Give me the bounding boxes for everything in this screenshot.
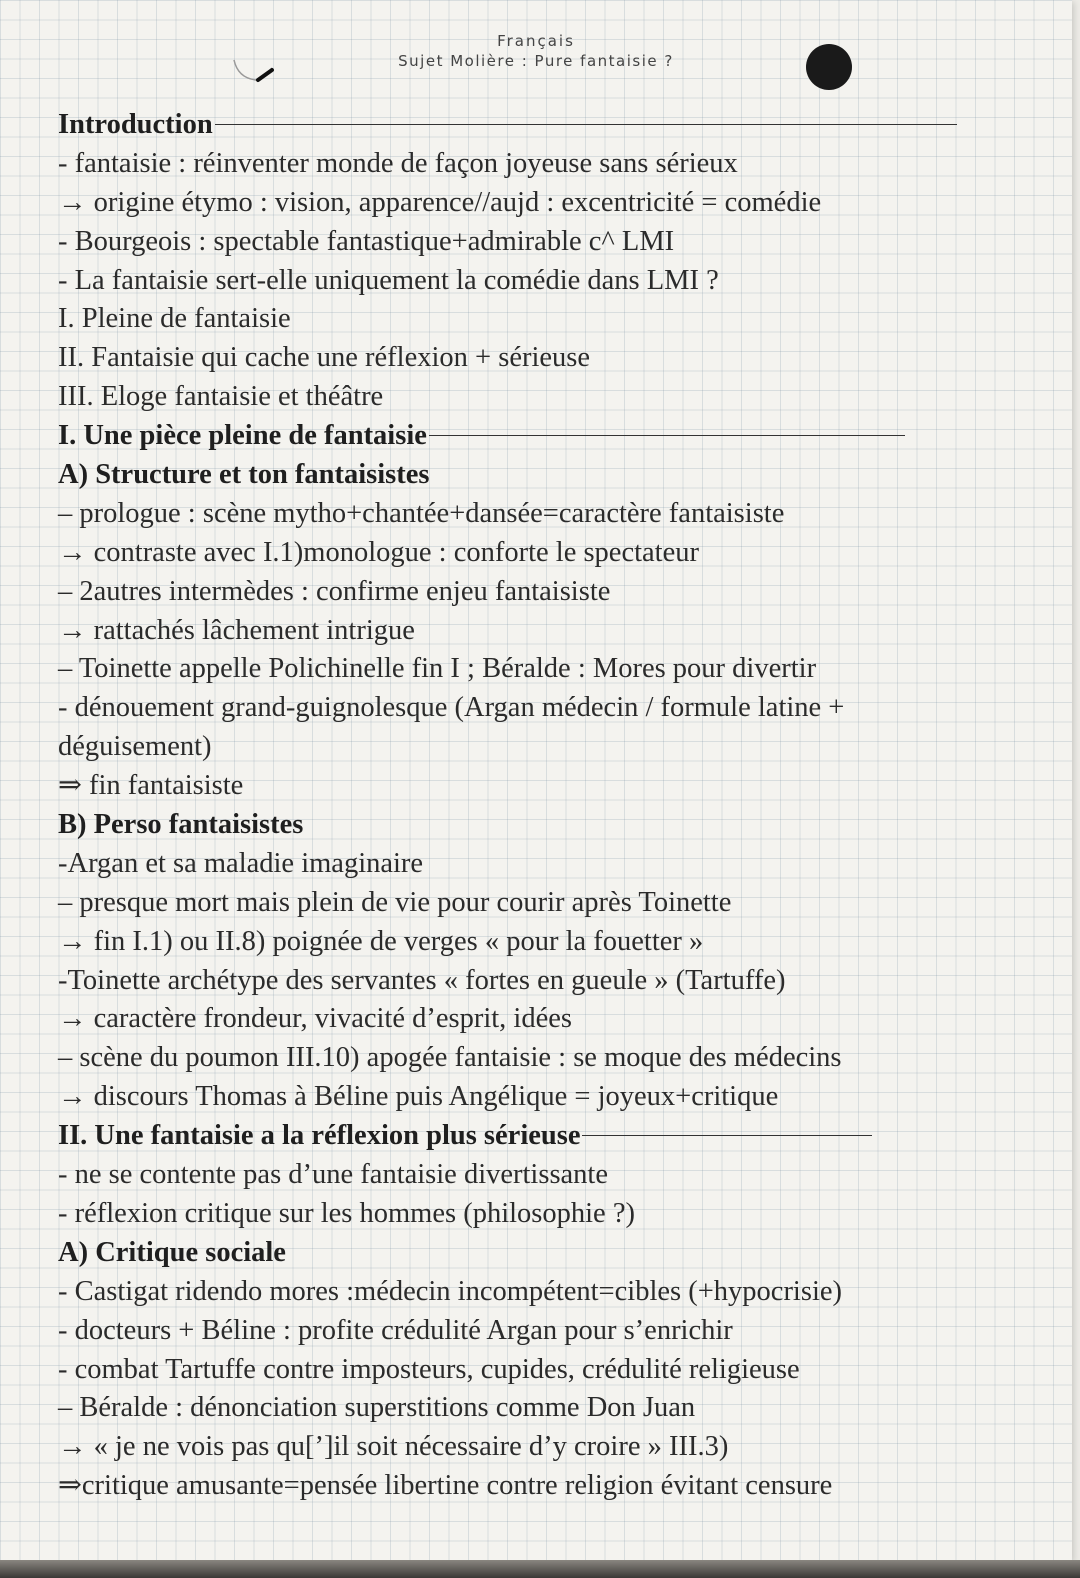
header-subject: Français	[497, 32, 575, 50]
note-line: – presque mort mais plein de vie pour courir après Toinette	[58, 886, 732, 918]
heading-part-1b: B) Perso fantaisistes	[58, 809, 304, 841]
notes-body	[58, 106, 1018, 1506]
note-line: II. Fantaisie qui cache une réflexion + sérieuse	[58, 342, 591, 374]
note-line: - La fantaisie sert-elle uniquement la comédie dans LMI ?	[58, 264, 719, 296]
header-topic: Sujet Molière : Pure fantaisie ?	[398, 52, 674, 70]
note-line: → rattachés lâchement intrigue	[58, 614, 415, 646]
note-line: - fantaisie : réinventer monde de façon joyeuse sans sérieux	[58, 147, 738, 179]
heading-part-1a: A) Structure et ton fantaisistes	[58, 459, 430, 491]
note-line: – 2autres intermèdes : confirme enjeu fantaisiste	[58, 575, 611, 607]
heading-part-1: I. Une pièce pleine de fantaisie	[58, 417, 1018, 456]
note-line: - combat Tartuffe contre imposteurs, cupides, crédulité religieuse	[58, 1353, 800, 1385]
note-line: déguisement)	[58, 731, 212, 763]
note-line: – Béralde : dénonciation superstitions comme Don Juan	[58, 1392, 696, 1424]
note-line: ⇒critique amusante=pensée libertine contre religion évitant censure	[58, 1470, 833, 1502]
note-line: – Toinette appelle Polichinelle fin I ; Béralde : Mores pour divertir	[58, 653, 817, 685]
punch-hole	[806, 44, 852, 90]
note-line: - Castigat ridendo mores :médecin incompétent=cibles (+hypocrisie)	[58, 1275, 843, 1307]
note-line: → discours Thomas à Béline puis Angélique = joyeux+critique	[58, 1081, 779, 1113]
note-line: → fin I.1) ou II.8) poignée de verges « pour la fouetter »	[58, 925, 704, 957]
note-line: → contraste avec I.1)monologue : conforte le spectateur	[58, 536, 699, 568]
note-line: - dénouement grand-guignolesque (Argan médecin / formule latine +	[58, 692, 845, 724]
pen-mark-icon	[228, 46, 274, 86]
heading-introduction: Introduction	[58, 106, 1018, 145]
note-line: – scène du poumon III.10) apogée fantaisie : se moque des médecins	[58, 1042, 842, 1074]
desk-edge	[0, 1560, 1080, 1578]
note-line: → « je ne vois pas qu[’]il soit nécessaire d’y croire » III.3)	[58, 1431, 729, 1463]
note-line: → caractère frondeur, vivacité d’esprit, idées	[58, 1003, 572, 1035]
note-line: - réflexion critique sur les hommes (philosophie ?)	[58, 1197, 635, 1229]
note-line: -Argan et sa maladie imaginaire	[58, 847, 424, 879]
note-line: I. Pleine de fantaisie	[58, 303, 291, 335]
note-line: - Bourgeois : spectable fantastique+admirable c^ LMI	[58, 225, 675, 257]
note-line: – prologue : scène mytho+chantée+dansée=caractère fantaisiste	[58, 497, 785, 529]
heading-part-2: II. Une fantaisie a la réflexion plus sérieuse	[58, 1117, 1018, 1156]
note-line: -Toinette archétype des servantes « fortes en gueule » (Tartuffe)	[58, 964, 786, 996]
note-line: III. Eloge fantaisie et théâtre	[58, 381, 384, 413]
note-line: - ne se contente pas d’une fantaisie divertissante	[58, 1159, 609, 1191]
note-line: ⇒ fin fantaisiste	[58, 770, 244, 802]
note-line: - docteurs + Béline : profite crédulité Argan pour s’enrichir	[58, 1314, 733, 1346]
heading-part-2a: A) Critique sociale	[58, 1236, 286, 1268]
note-line: → origine étymo : vision, apparence//aujd : excentricité = comédie	[58, 186, 822, 218]
